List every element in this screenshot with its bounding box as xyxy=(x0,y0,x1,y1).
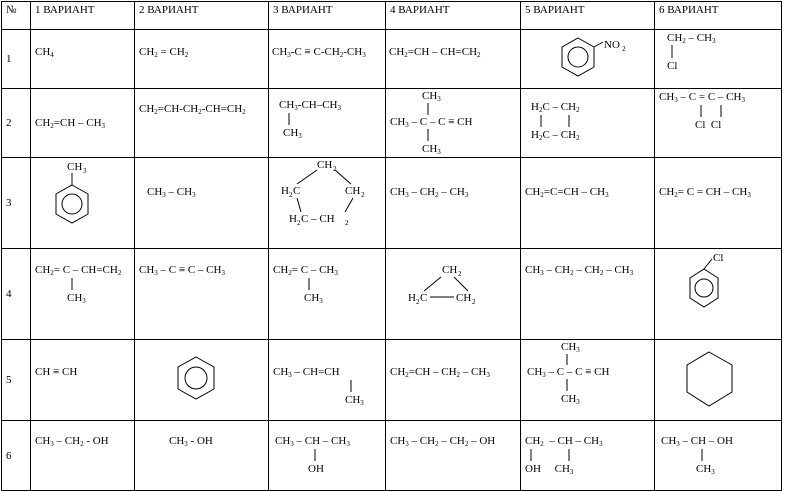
formula-cell xyxy=(31,249,135,340)
row-number: 5 xyxy=(2,340,31,421)
formula-text: $CH_4$ xyxy=(35,46,54,59)
formula-cell xyxy=(135,340,269,421)
svg-text:Cl: Cl xyxy=(713,252,724,264)
table-row xyxy=(2,89,782,158)
formula-text: $CH_3$ – C – C ≡ CH xyxy=(390,116,473,129)
svg-text:2: 2 xyxy=(416,298,420,306)
header-row xyxy=(2,2,782,30)
formula-cell xyxy=(135,421,269,491)
formula-text: $CH_2= C$ = CH – $CH_3$ xyxy=(659,186,751,199)
formula-text: $CH_3 - C \equiv C - CH_3$ xyxy=(139,264,225,277)
formula-text: $CH_3 - CH_2 - CH_2$ – OH xyxy=(390,435,496,448)
formula-text: $CH_3$ – C – C ≡ CH xyxy=(527,366,610,379)
formula-cell xyxy=(386,340,521,421)
formula-text: $CH_2$ – CH – $CH_3$ xyxy=(525,435,603,448)
formula-text: Cl xyxy=(667,60,678,72)
formula-text: $CH_2= C - CH_3$ xyxy=(273,264,338,277)
formula-cell xyxy=(655,89,782,158)
header-variant-6: 6 ВАРИАНТ xyxy=(655,2,782,30)
formula-cell xyxy=(386,158,521,249)
svg-text:H: H xyxy=(281,185,289,197)
formula-cell xyxy=(269,340,386,421)
header-variant-2: 2 ВАРИАНТ xyxy=(135,2,269,30)
svg-text:CH: CH xyxy=(456,292,472,304)
svg-text:H: H xyxy=(289,213,297,225)
formula-cell xyxy=(269,30,386,89)
formula-text: $CH_2=C=CH - CH_3$ xyxy=(525,186,609,199)
formula-text: $CH_3$ xyxy=(561,393,580,406)
formula-text: $CH_3 - CH_2$ - OH xyxy=(35,435,109,448)
formula-text: $CH_3$ – CH – OH xyxy=(661,435,733,448)
formula-cell xyxy=(521,89,655,158)
formula-text: $CH_3$ xyxy=(422,143,441,156)
formula-cell xyxy=(31,158,135,249)
formula-text: $CH_2=CH - CH=CH_2$ xyxy=(389,46,481,59)
formula-text: $CH_3 - CH_2 - CH_3$ xyxy=(390,186,469,199)
formula-cell xyxy=(386,89,521,158)
formula-text: $CH_2=CH-CH_2-CH=CH_2$ xyxy=(139,103,246,116)
table-row xyxy=(2,340,782,421)
svg-text:2: 2 xyxy=(361,191,365,199)
svg-text:NO: NO xyxy=(604,39,620,51)
svg-text:CH: CH xyxy=(442,264,458,276)
svg-text:2: 2 xyxy=(472,298,476,306)
svg-text:2: 2 xyxy=(345,219,349,227)
row-number: 2 xyxy=(2,89,31,158)
formula-cell xyxy=(269,249,386,340)
cyclopentane-structure xyxy=(269,158,386,248)
cyclohexane-structure xyxy=(655,340,782,420)
table-row xyxy=(2,158,782,249)
formula-text: $H_2C - CH_2$ xyxy=(531,129,580,142)
formula-text: $CH_3$ xyxy=(67,292,86,305)
svg-text:C – CH: C – CH xyxy=(301,213,335,225)
formula-text: $CH_3$ - OH xyxy=(169,435,213,448)
formula-text: $CH_3$ – CH – $CH_3$ xyxy=(275,435,350,448)
formula-cell xyxy=(31,421,135,491)
svg-text:CH: CH xyxy=(317,159,333,171)
formula-text: $CH_3 - CH_2 - CH_2 - CH_3$ xyxy=(525,264,634,277)
formula-cell xyxy=(521,421,655,491)
svg-text:2: 2 xyxy=(289,191,293,199)
formula-text: $CH_2 - CH_3$ xyxy=(667,32,716,45)
formula-cell xyxy=(386,421,521,491)
table-row xyxy=(2,421,782,491)
formula-text: $CH_2 = CH_2$ xyxy=(139,46,189,59)
formula-cell xyxy=(269,421,386,491)
formula-text: $CH_3 - CH=CH$ xyxy=(273,366,340,379)
svg-text:CH: CH xyxy=(67,161,83,173)
formula-cell xyxy=(655,340,782,421)
variants-table xyxy=(1,1,782,491)
formula-text: $CH_3$ xyxy=(696,463,715,476)
formula-cell xyxy=(135,89,269,158)
formula-text: OH xyxy=(308,463,324,475)
formula-cell xyxy=(386,30,521,89)
formula-text: CH ≡ CH xyxy=(35,366,78,378)
formula-cell xyxy=(135,30,269,89)
header-num: № xyxy=(2,2,31,30)
toluene-structure xyxy=(31,158,135,248)
formula-cell xyxy=(521,158,655,249)
header-variant-5: 5 ВАРИАНТ xyxy=(521,2,655,30)
formula-cell xyxy=(269,158,386,249)
formula-cell xyxy=(31,340,135,421)
svg-text:2: 2 xyxy=(333,165,337,173)
formula-text: $CH_3 - C = C - CH_3$ xyxy=(659,91,745,104)
formula-text: $CH_3$ xyxy=(345,394,364,407)
svg-text:H: H xyxy=(408,292,416,304)
formula-text: $CH_3$ xyxy=(304,292,323,305)
formula-text: $CH_3-C \equiv C-CH_2-CH_3$ xyxy=(272,46,366,59)
formula-cell xyxy=(31,89,135,158)
formula-text: $CH_3 - CH_3$ xyxy=(147,186,196,199)
formula-text: $CH_3$ xyxy=(422,90,441,103)
formula-text: $CH_2=CH - CH_2 - CH_3$ xyxy=(390,366,490,379)
formula-text: $CH_3-CH-CH_3$ xyxy=(279,99,342,112)
header-variant-3: 3 ВАРИАНТ xyxy=(269,2,386,30)
row-number: 3 xyxy=(2,158,31,249)
formula-cell xyxy=(521,30,655,89)
table-row xyxy=(2,30,782,89)
formula-cell xyxy=(655,249,782,340)
formula-text: $CH_2=CH - CH_3$ xyxy=(35,117,106,130)
svg-text:CH: CH xyxy=(345,185,361,197)
table-row xyxy=(2,249,782,340)
row-number: 6 xyxy=(2,421,31,491)
svg-text:3: 3 xyxy=(83,167,87,175)
formula-cell xyxy=(386,249,521,340)
formula-cell xyxy=(269,89,386,158)
formula-text: Cl Cl xyxy=(695,119,722,131)
chlorobenzene-structure xyxy=(655,249,782,339)
formula-cell xyxy=(521,249,655,340)
formula-cell xyxy=(135,249,269,340)
formula-cell xyxy=(655,30,782,89)
row-number: 1 xyxy=(2,30,31,89)
formula-text: $H_2C - CH_2$ xyxy=(531,101,580,114)
svg-text:2: 2 xyxy=(622,45,626,53)
formula-cell xyxy=(655,158,782,249)
formula-text: $CH_3$ xyxy=(561,341,580,354)
nitrobenzene-structure xyxy=(521,30,655,88)
formula-cell xyxy=(135,158,269,249)
formula-cell xyxy=(521,340,655,421)
formula-cell xyxy=(31,30,135,89)
formula-cell xyxy=(655,421,782,491)
svg-text:C: C xyxy=(293,185,301,197)
header-variant-4: 4 ВАРИАНТ xyxy=(386,2,521,30)
header-variant-1: 1 ВАРИАНТ xyxy=(31,2,135,30)
formula-text: $CH_3$ xyxy=(283,127,302,140)
benzene-structure xyxy=(135,340,269,420)
svg-text:2: 2 xyxy=(458,270,462,278)
formula-text: OH $CH_3$ xyxy=(525,463,574,476)
cyclopropane-structure xyxy=(386,249,521,339)
row-number: 4 xyxy=(2,249,31,340)
svg-text:C: C xyxy=(420,292,428,304)
svg-text:2: 2 xyxy=(297,219,301,227)
formula-text: $CH_2= C - CH=CH_2$ xyxy=(35,264,122,277)
